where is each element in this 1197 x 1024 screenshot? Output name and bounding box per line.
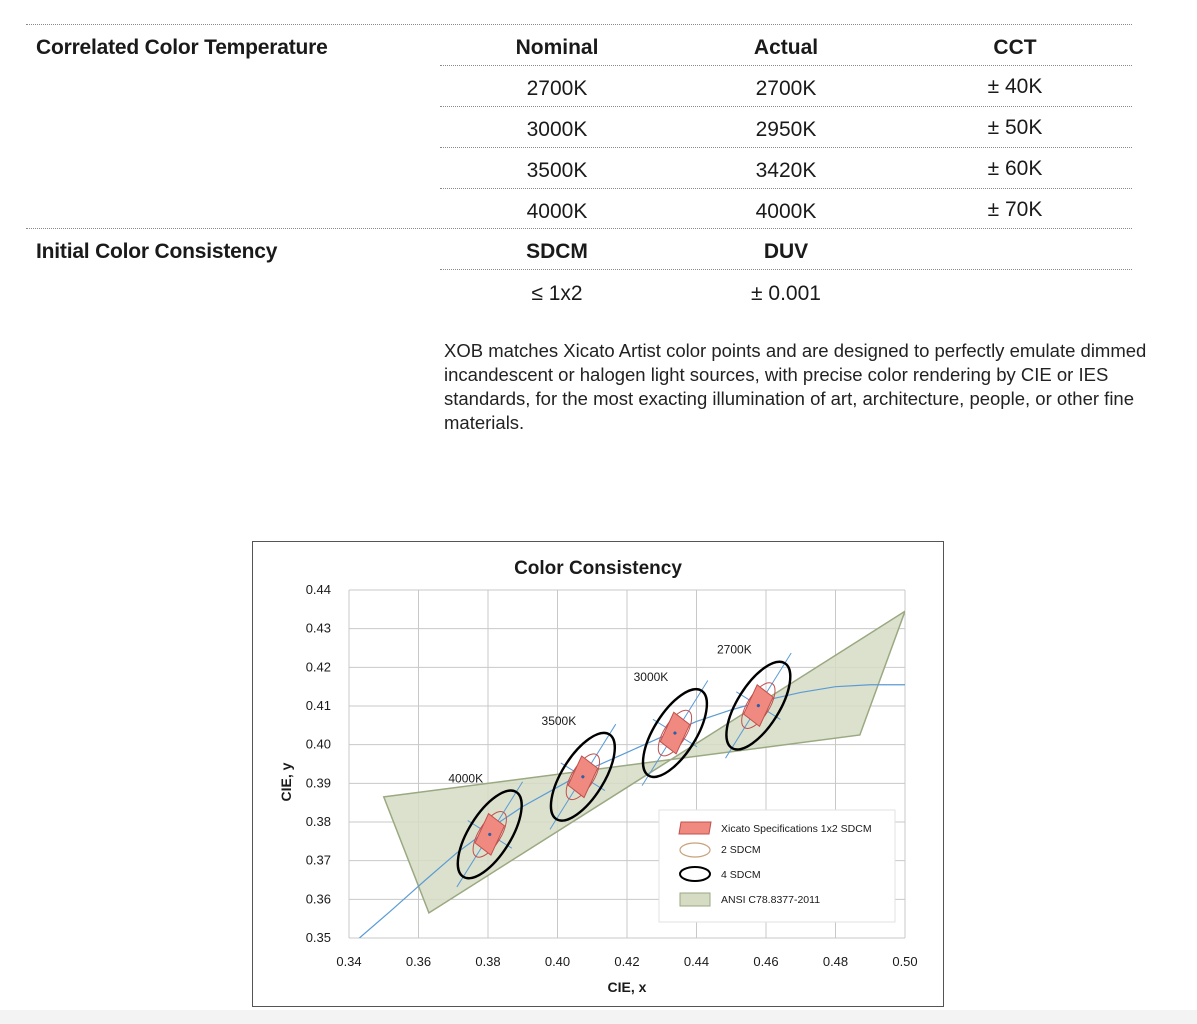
chart-title: Color Consistency [514, 558, 682, 579]
row-divider [440, 188, 1132, 189]
y-tick-label: 0.37 [305, 852, 331, 868]
header-nominal: Nominal [515, 36, 599, 59]
table-cell: 3500K [526, 159, 588, 182]
table-cell: 2700K [755, 77, 817, 100]
cct-point-label: 2700K [717, 642, 752, 657]
table-cell: 3000K [526, 118, 588, 141]
x-tick-label: 0.40 [544, 954, 571, 969]
legend-label: 4 SDCM [721, 869, 761, 881]
cct-point-label: 4000K [448, 771, 484, 786]
consistency-section-label: Initial Color Consistency [36, 240, 278, 263]
legend-label: Xicato Specifications 1x2 SDCM [721, 823, 872, 835]
y-tick-label: 0.39 [305, 775, 331, 791]
table-cell: 4000K [755, 200, 817, 223]
cct-section-label: Correlated Color Temperature [36, 36, 328, 59]
table-cell: ± 70K [987, 198, 1043, 221]
legend-swatch-ansi [680, 893, 710, 906]
row-divider [440, 147, 1132, 148]
table-cell: 2950K [755, 118, 817, 141]
y-tick-label: 0.44 [305, 582, 331, 597]
y-axis-label: CIE, y [278, 762, 294, 802]
y-tick-label: 0.40 [305, 736, 331, 752]
row-divider [440, 106, 1132, 107]
x-tick-label: 0.46 [753, 954, 779, 969]
row-divider [440, 269, 1132, 270]
description-paragraph: XOB matches Xicato Artist color points and are designed to perfectly emulate dimmed incandescent or halogen light sources, with precise color rendering by CIE or IES standards, for the most exacting illumination of art, architecture, people, or other fine materials. [444, 340, 1147, 433]
x-axis-label: CIE, x [607, 979, 647, 995]
table-cell: ± 50K [987, 116, 1043, 139]
x-tick-label: 0.44 [683, 954, 710, 969]
duv-value: ± 0.001 [751, 282, 821, 305]
legend-swatch-spec [679, 822, 711, 834]
section-divider [26, 228, 1132, 229]
table-cell: 2700K [526, 77, 588, 100]
x-tick-label: 0.50 [892, 954, 918, 969]
y-tick-label: 0.43 [305, 620, 331, 636]
footer-bar [0, 1010, 1197, 1024]
legend-label: 2 SDCM [721, 844, 761, 856]
x-tick-label: 0.42 [614, 954, 640, 969]
y-tick-label: 0.35 [305, 930, 331, 945]
color-consistency-chart [253, 542, 943, 1006]
y-tick-label: 0.41 [305, 698, 331, 713]
x-tick-label: 0.48 [822, 954, 849, 969]
header-duv: DUV [763, 240, 809, 263]
legend [659, 810, 895, 922]
x-tick-label: 0.38 [475, 954, 501, 969]
header-actual: Actual [753, 36, 819, 59]
header-sdcm: SDCM [526, 240, 588, 263]
header-cct: CCT [993, 36, 1037, 59]
y-tick-label: 0.42 [305, 659, 331, 675]
legend-label: ANSI C78.8377-2011 [721, 894, 821, 906]
y-tick-label: 0.38 [305, 814, 331, 829]
x-tick-label: 0.36 [405, 954, 432, 969]
chart-frame [252, 541, 944, 1007]
x-tick-label: 0.34 [336, 954, 362, 969]
cct-point-label: 3500K [541, 713, 577, 728]
table-cell: ± 40K [987, 75, 1043, 98]
row-divider [440, 65, 1132, 66]
cct-point-label: 3000K [633, 670, 669, 685]
sdcm-value: ≤ 1x2 [531, 282, 583, 305]
table-cell: ± 60K [987, 157, 1043, 180]
table-cell: 3420K [755, 159, 817, 182]
table-cell: 4000K [526, 200, 588, 223]
y-tick-label: 0.36 [305, 891, 331, 907]
top-divider [26, 24, 1132, 25]
